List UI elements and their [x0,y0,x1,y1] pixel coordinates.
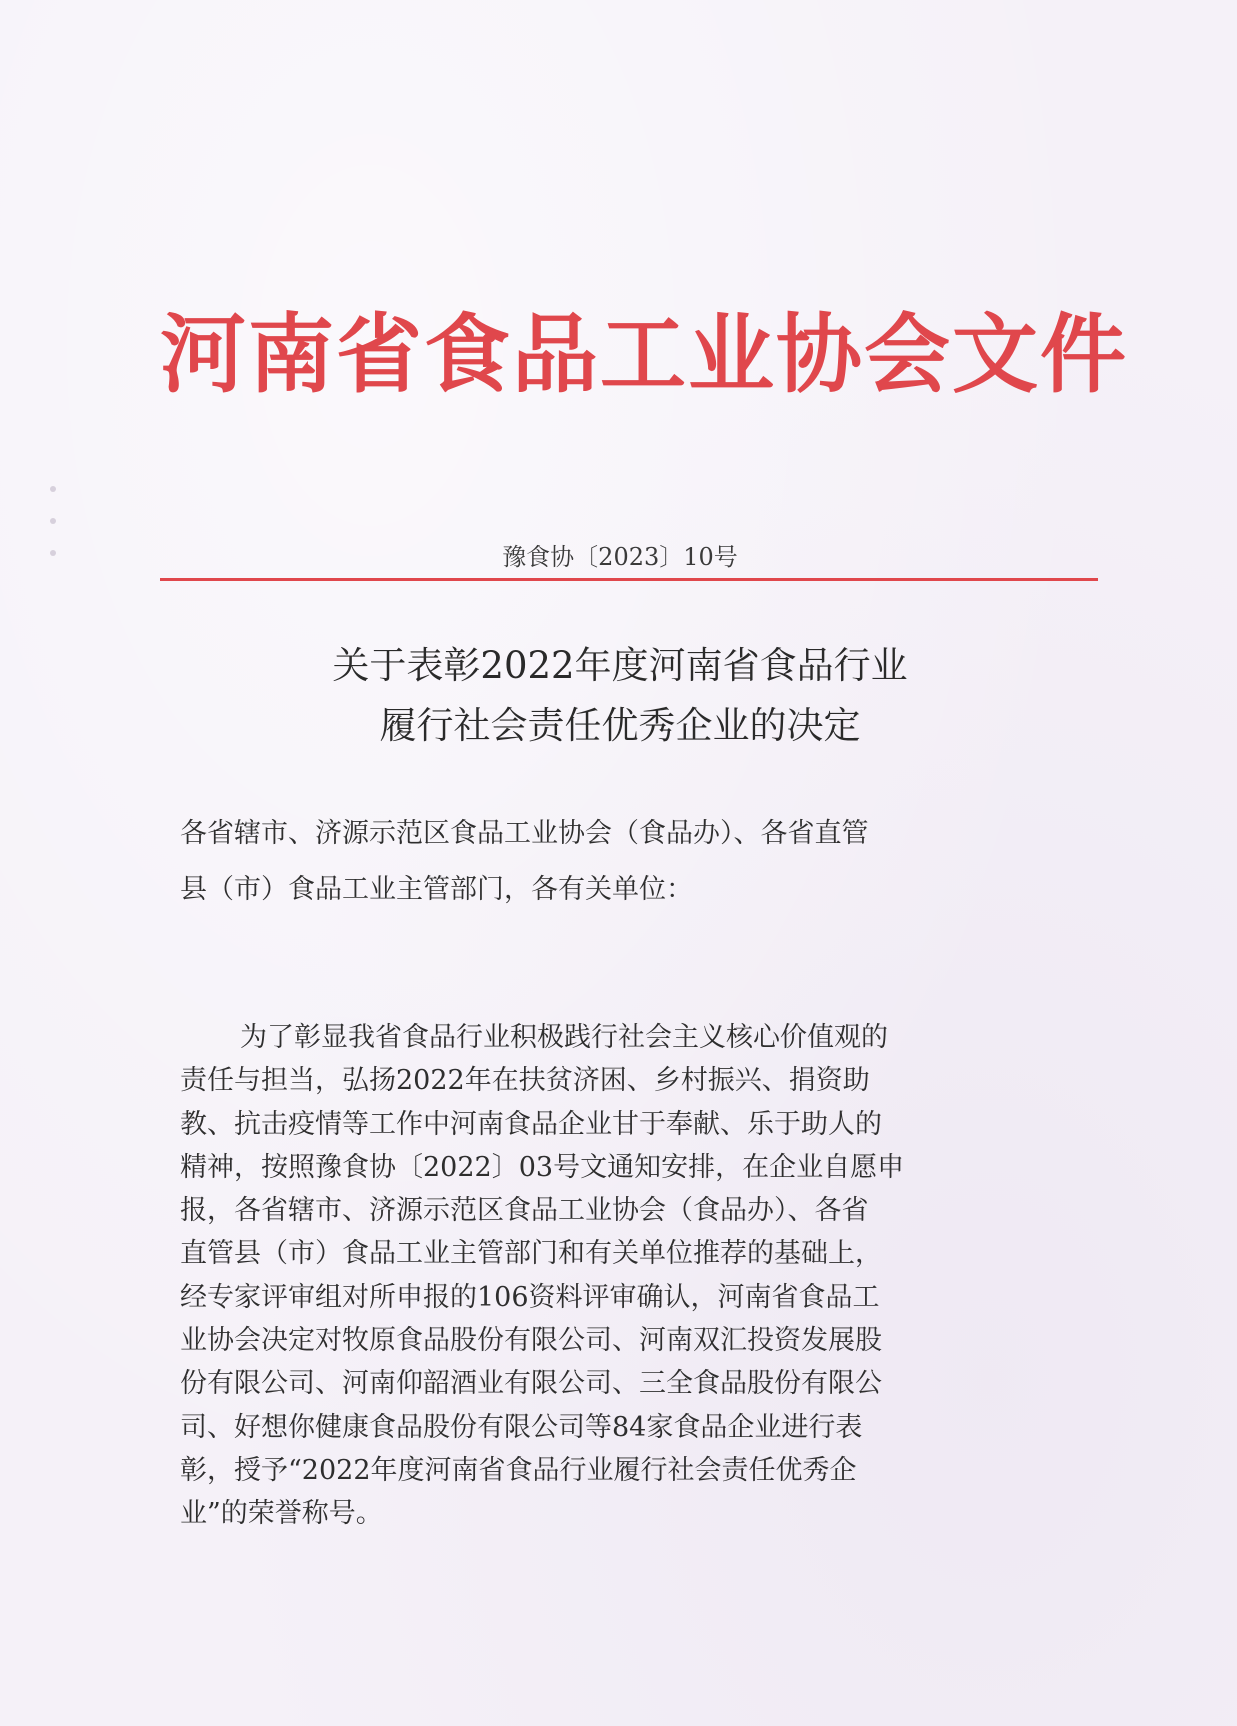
body-line: 报，各省辖市、济源示范区食品工业协会（食品办）、各省 [180,1195,869,1227]
body-line: 彰，授予“2022年度河南省食品行业履行社会责任优秀企 [180,1454,857,1486]
red-separator-line [160,578,1098,581]
body-line: 责任与担当，弘扬2022年在扶贫济困、乡村振兴、捐资助 [180,1065,870,1097]
addressee-line: 县（市）食品工业主管部门，各有关单位： [180,874,693,905]
addressee-block [180,806,1080,918]
document-header-title: 河南省食品工业协会文件 [160,304,1128,405]
body-line: 精神，按照豫食协〔2022〕03号文通知安排，在企业自愿申 [180,1151,905,1183]
body-line: 直管县（市）食品工业主管部门和有关单位推荐的基础上， [180,1238,882,1270]
body-line: 教、抗击疫情等工作中河南食品企业甘于奉献、乐于助人的 [180,1108,882,1140]
binding-hole-mark [50,550,56,556]
decision-title-line: 关于表彰2022年度河南省食品行业 [332,644,908,687]
binding-hole-mark [50,518,56,524]
body-paragraph [180,1016,1060,1536]
body-line: 业”的荣誉称号。 [180,1498,383,1530]
body-line: 份有限公司、河南仰韶酒业有限公司、三全食品股份有限公 [180,1368,882,1400]
document-number: 豫食协〔2023〕10号 [502,543,738,571]
decision-title [160,636,1080,756]
binding-hole-mark [50,486,56,492]
body-line: 司、好想你健康食品股份有限公司等84家食品企业进行表 [180,1411,863,1443]
decision-title-line: 履行社会责任优秀企业的决定 [379,704,861,747]
body-line: 为了彰显我省食品行业积极践行社会主义核心价值观的 [240,1022,888,1053]
addressee-line: 各省辖市、济源示范区食品工业协会（食品办）、各省直管 [180,818,869,849]
body-line: 经专家评审组对所申报的106资料评审确认，河南省食品工 [180,1281,880,1313]
body-line: 业协会决定对牧原食品股份有限公司、河南双汇投资发展股 [180,1325,882,1357]
